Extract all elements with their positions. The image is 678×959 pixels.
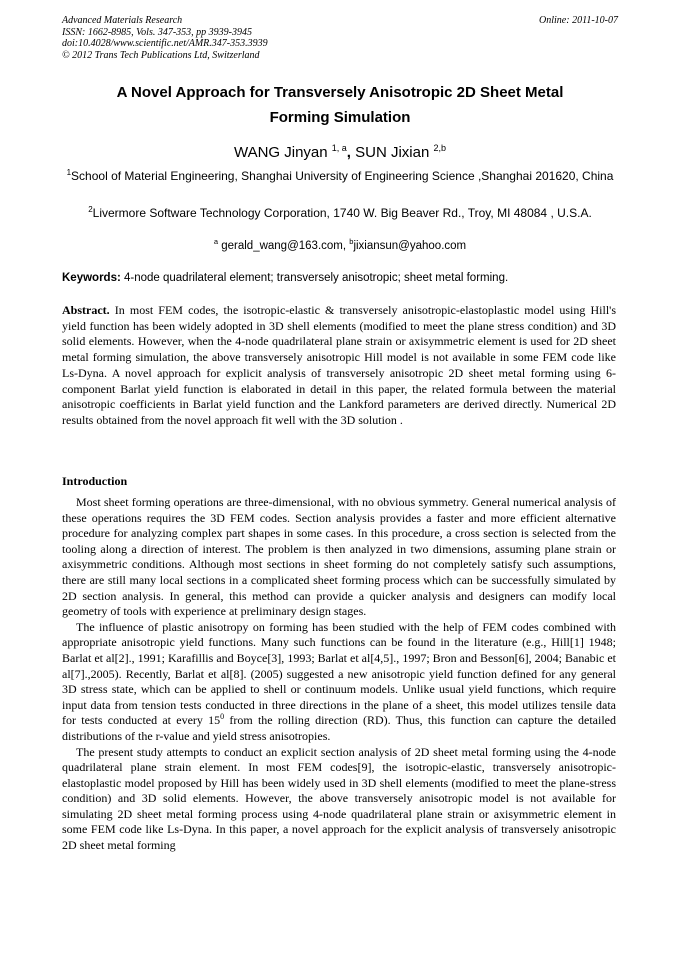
author-separator: , <box>346 144 356 161</box>
abstract <box>62 303 616 429</box>
author-1-name: WANG Jinyan <box>233 144 332 161</box>
abstract-text: In most FEM codes, the isotropic-elastic & transversely anisotropic-elastoplastic model using Hill's yield function has been widely adopted in 3D shell elements (modified to meet the plane stress condition) and 3D solid elements. However, when the 4-node quadrilateral plane strain or axisymmetric element is used for 2D sheet metal forming simulation, the above transversely anisotropic Hill model is not available in some FEM code like Ls-Dyna. A novel approach for explicit analysis of transversely anisotropic 2D sheet metal forming using 6-component Barlat yield function is elaborated in detail in this paper, the related formula between the material anisotropic coefficients in Barlat yield function and the Lankford parameters are derived directly. Numerical 2D results obtained from the novel approach fit well with the 3D solution . <box>62 303 616 427</box>
abstract-label: Abstract. <box>62 303 110 317</box>
introduction-body <box>62 495 616 854</box>
copyright-line: © 2012 Trans Tech Publications Ltd, Switzerland <box>62 49 260 61</box>
author-2-affil-mark: 2,b <box>433 143 447 153</box>
affiliation-1-text: School of Material Engineering, Shanghai University of Engineering Science ,Shanghai 201620, China <box>71 169 614 183</box>
journal-name: Advanced Materials Research <box>62 15 183 26</box>
intro-paragraph-3: The present study attempts to conduct an explicit section analysis of 2D sheet metal forming using the 4-node quadrilateral plane strain element. In most FEM codes[9], the isotropic-elastic, transversely anisotropic-elastoplastic model proposed by Hill has been widely used in 3D shell elements (modified to meet the plane-stress condition) and 3D solid elements. However, the above transversely anisotropic model is not available for simulating 2D sheet metal forming process using 4-node quadrilateral plane strain or axisymmetric element in some FEM code like Ls-Dyna. In this paper, a novel approach for the explicit analysis of transversely anisotropic 2D sheet metal forming <box>62 744 616 853</box>
intro-paragraph-2 <box>62 620 616 745</box>
author-list <box>62 138 618 163</box>
degree-superscript: 0 <box>220 712 225 722</box>
affiliation-2 <box>62 202 618 221</box>
affiliation-1-mark: 1 <box>66 168 72 177</box>
intro-paragraph-2-part-b: from the rolling direction (RD). Thus, this function can capture the detailed distributions of the r-value and yield stress anisotropies. <box>62 713 616 743</box>
author-2-name: SUN Jixian <box>355 144 434 161</box>
doi-line: doi:10.4028/www.scientific.net/AMR.347-353.3939 <box>62 38 268 49</box>
online-date: Online: 2011-10-07 <box>539 15 618 26</box>
journal-header <box>62 15 618 61</box>
author-1-affil-mark: 1, a <box>331 143 347 153</box>
title-line-1: A Novel Approach for Transversely Anisotropic 2D Sheet Metal <box>116 84 564 101</box>
intro-paragraph-1: Most sheet forming operations are three-dimensional, with no obvious symmetry. General numerical analysis of these operations requires the 3D FEM codes. Section analysis provides a faster and more efficient alternative procedure for analyzing complex part shapes in some cases. In this procedure, a cross section is selected from the tooling along a direction of interest. The problem is then analyzed in two dimensions, assuming plane strain or axisymmetric conditions. Although most sections in sheet forming do not completely satisfy such assumptions, there are still many local sections in a complicated sheet forming process which can be successfully simulated by 2D section analysis. In general, this method can provide a quicker analysis and designers can modify local geometry of tools with experience at preliminary design stages. <box>62 495 616 619</box>
introduction-heading: Introduction <box>62 474 128 488</box>
email-a: gerald_wang@163.com, <box>218 240 350 252</box>
affiliation-1 <box>62 165 618 184</box>
title-line-2: Forming Simulation <box>269 109 411 126</box>
keywords-text: 4-node quadrilateral element; transversely anisotropic; sheet metal forming. <box>120 272 509 284</box>
affiliation-2-mark: 2 <box>88 205 93 214</box>
intro-paragraph-2-part-a: The influence of plastic anisotropy on forming has been studied with the help of FEM codes combined with appropriate anisotropic yield functions. Many such functions can be found in the literature (e.g., Hill[1] 1948; Barlat et al[2]., 1991; Karafillis and Boyce[3], 1993; Barlat et al[4,5]., 1997; Bron and Besson[6], 2004; Banabic et al[7].,2005). Recently, Barlat et al[8]. (2005) suggested a new anisotropic yield function defined for any general 3D stress state, which can be applied to shell or continuum models. Unlike usual yield functions, which require input data from tension tests conducted in three directions in the plane of a sheet, this model utilizes tensile data for tests conducted at every 15 <box>62 619 616 728</box>
email-b: jixiansun@yahoo.com <box>353 240 467 252</box>
keywords-label: Keywords: <box>62 272 121 284</box>
email-b-mark: b <box>349 237 354 246</box>
affiliation-2-text: Livermore Software Technology Corporation, 1740 W. Big Beaver Rd., Troy, MI 48084 , U.S.A. <box>92 206 592 220</box>
issn-line: ISSN: 1662-8985, Vols. 347-353, pp 3939-3945 <box>62 26 252 38</box>
paper-title <box>62 80 618 130</box>
email-a-mark: a <box>213 237 219 246</box>
author-emails <box>62 234 618 254</box>
keywords <box>62 270 618 286</box>
